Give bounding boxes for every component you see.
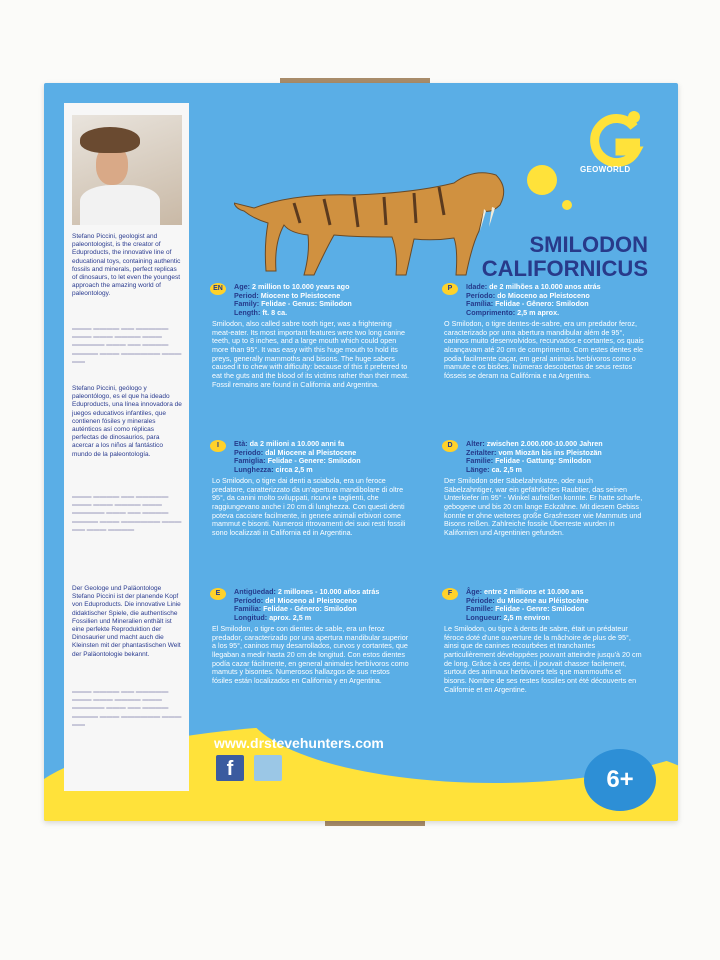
header-key: Länge:: [466, 465, 490, 475]
header-line: [234, 309, 412, 318]
title-line-2: CALIFORNICUS: [481, 256, 648, 281]
header-value: dal Miocene al Pleistocene: [265, 447, 357, 457]
header-value: aprox. 2,5 m: [269, 613, 312, 623]
header-key: Periodo:: [234, 447, 264, 457]
header-value: 2 millones - 10.000 años atrás: [277, 587, 380, 596]
info-block-e: [212, 588, 412, 686]
header-value: du Miocène au Pléistocène: [496, 595, 589, 605]
language-badge: EN: [210, 283, 226, 295]
header-key: Comprimento:: [466, 308, 516, 318]
language-badge: F: [442, 588, 458, 600]
header-value: zwischen 2.000.000-10.000 Jahren: [486, 439, 603, 448]
logo-text: GEOWORLD: [580, 165, 631, 174]
block-header: [212, 440, 412, 475]
header-value: Miocene to Pleistocene: [260, 290, 341, 300]
block-header: [444, 588, 644, 623]
header-value: 2 million to 10.000 years ago: [251, 282, 350, 291]
language-badge: E: [210, 588, 226, 600]
header-value: Felidae - Gattung: Smilodon: [495, 456, 592, 466]
info-block-d: [444, 440, 644, 538]
author-bio-it-faded: ▬▬▬ ▬▬▬▬ ▬▬ ▬▬▬▬▬ ▬▬▬ ▬▬▬ ▬▬▬▬ ▬▬▬ ▬▬▬▬▬ ▬▬▬ ▬▬ ▬▬▬▬ ▬▬▬▬ ▬▬▬ ▬▬▬▬▬▬ ▬▬▬ ▬▬: [72, 325, 182, 365]
header-key: Age:: [234, 282, 250, 291]
author-sidebar: [64, 103, 189, 791]
header-value: circa 2,5 m: [275, 465, 313, 475]
author-bio-en: Stefano Piccini, geologist and paleontologist, is the creator of Eduproducts, the innovative line of educational toys, containing authentic fossils and minerals, perfect replicas of dinosaurs, to let even the youngest approach the amazing world of paleontology.: [72, 233, 181, 298]
header-value: Felidae - Genre: Smilodon: [495, 604, 585, 614]
header-key: Période:: [466, 595, 495, 605]
header-value: Felidae - Genere: Smilodon: [267, 456, 361, 466]
smilodon-illustration: [234, 153, 514, 278]
header-key: Alter:: [466, 439, 485, 448]
block-header: [444, 440, 644, 475]
block-header: [212, 283, 412, 318]
header-value: Felidae - Gênero: Smilodon: [495, 299, 589, 309]
header-key: Period:: [234, 290, 259, 300]
block-header: [444, 283, 644, 318]
header-value: ca. 2,5 m: [491, 465, 522, 475]
header-key: Zeitalter:: [466, 447, 497, 457]
author-bio-de: Der Geologe und Paläontologe Stefano Piccini ist der planende Kopf von Eduproducts. Die innovative Linie didaktischer Spiele, die authentische Fossilien und Mineralien enthält ist eine perfekte Reproduktion der Dinosaurier und macht auch die Kleinsten mit der phantastischen Welt der Paläontologie bekannt.: [72, 585, 181, 658]
author-bio-es: Stefano Piccini, geólogo y paleontólogo, es el que ha ideado Eduproducts, una línea innovadora de juegos educativos infantiles, que contienen fósiles y minerales auténticos así como réplicas perfectas de dinosaurios, para acercar a los niños al fantástico mundo de la paleontología.: [72, 385, 182, 458]
block-body: O Smilodon, o tigre dentes-de-sabre, era um predador feroz, caracterizado por uma abertura mandibular além de 95°, caninos muito desenvolvidos, recurvados e cortantes, os quais alcançavam até 20 cm de comprimento. Com estes dentes ele podia facilmente caçar, em geral animais herbívoros como o mamute e os bisões. Inúmeras descobertas de seus restos fósseis se deram na Califórnia e na Argentina.: [444, 318, 644, 381]
header-value: entre 2 millions et 10.000 ans: [483, 587, 584, 596]
block-body: Lo Smilodon, o tigre dai denti a sciabola, era un feroce predatore, caratterizzato da un'apertura mandibolare di oltre 95°, da canini molto sviluppati, ricurvi e taglienti, che raggiungevano anche i 20 cm di lunghezza. Con questi denti poteva cacciare facilmente, in genere animali erbivori come mammut e bisonti. Numerosi ritrovamenti dei suoi resti fossili sono localizzati in California ed in Argentina.: [212, 475, 406, 538]
toy-box-back: [44, 83, 678, 821]
header-line: [466, 614, 644, 623]
title-line-1: SMILODON: [529, 232, 648, 257]
header-line: [466, 309, 644, 318]
block-header: [212, 588, 412, 623]
age-badge: 6+: [584, 749, 656, 811]
header-key: Lunghezza:: [234, 465, 274, 475]
block-body: El Smilodon, o tigre con dientes de sable, era un feroz predador, caracterizado por una apertura mandibular superior a los 95°, caninos muy desarrollados, curvos y cortantes, que llegaban a medir hasta 20 cm de longitud. Con estos dientes podía cazar fácilmente, en general animales herbívoros como mamuts y bisontes. Numerosos hallazgos de sus restos fósiles están localizados en California y en Argentina.: [212, 623, 409, 686]
block-body: Smilodon, also called sabre tooth tiger, was a frightening meat-eater. Its most important features were two long canine teeth, up to 8 inches, and a large mouth which could open more than 95°. It was easy with this huge mouth to hold its preys, generally mammoths and bisons. The huge sabers caused it to chew with difficulty: because of this it preferred to eat the guts and the blood of its victims rather than their meat. Fossil remains are found in California and Argentina.: [212, 318, 409, 389]
header-key: Idade:: [466, 282, 488, 291]
header-value: Felidae - Genus: Smilodon: [261, 299, 352, 309]
info-block-f: [444, 588, 644, 694]
header-value: Felidae - Género: Smilodon: [263, 604, 357, 614]
header-value: 2,5 m environ: [503, 613, 550, 623]
language-badge: I: [210, 440, 226, 452]
header-key: Âge:: [466, 587, 482, 596]
author-bio-fr-faded: ▬▬▬ ▬▬▬▬ ▬▬ ▬▬▬▬▬ ▬▬▬ ▬▬▬ ▬▬▬▬ ▬▬▬ ▬▬▬▬▬ ▬▬▬ ▬▬ ▬▬▬▬ ▬▬▬▬ ▬▬▬ ▬▬▬▬▬▬ ▬▬▬ ▬▬: [72, 688, 182, 728]
header-value: del Mioceno al Pleistoceno: [265, 595, 358, 605]
block-body: Le Smilodon, ou tigre à dents de sabre, était un prédateur féroce doté d'une ouverture de la mâchoire de plus de 95°, ainsi que de canines recourbées et tranchantes particulièrement développées pouvant atteindre jusqu'à 20 cm de long. Grâce à ces dents, il pouvait chasser facilement, surtout des animaux herbivores tels que mammouths et bisons. Nombre de ses restes fossiles ont été découverts en Californie et en Argentine.: [444, 623, 642, 694]
facebook-icon[interactable]: f: [216, 755, 244, 781]
header-key: Length:: [234, 308, 261, 318]
header-value: vom Miozän bis ins Pleistozän: [498, 447, 602, 457]
header-key: Famille:: [466, 604, 494, 614]
website-url[interactable]: www.drstevehunters.com: [214, 735, 384, 751]
header-key: Familie:: [466, 456, 494, 466]
yellow-dot: [562, 200, 572, 210]
header-key: Familia:: [234, 604, 262, 614]
header-key: Longitud:: [234, 613, 268, 623]
header-value: da 2 milioni a 10.000 anni fa: [249, 439, 345, 448]
header-key: Età:: [234, 439, 248, 448]
author-bio-p-faded: ▬▬▬ ▬▬▬▬ ▬▬ ▬▬▬▬▬ ▬▬▬ ▬▬▬ ▬▬▬▬ ▬▬▬ ▬▬▬▬▬ ▬▬▬ ▬▬ ▬▬▬▬ ▬▬▬▬ ▬▬▬ ▬▬▬▬▬▬ ▬▬▬ ▬▬ ▬▬▬ ▬▬▬▬: [72, 493, 182, 533]
author-photo: [72, 115, 182, 225]
language-badge: P: [442, 283, 458, 295]
header-key: Famiglia:: [234, 456, 266, 466]
header-key: Período:: [466, 290, 496, 300]
header-line: [234, 466, 412, 475]
header-line: [234, 614, 412, 623]
species-title: [482, 233, 648, 281]
info-block-en: [212, 283, 412, 389]
header-line: [466, 466, 644, 475]
header-key: Longueur:: [466, 613, 502, 623]
header-key: Período:: [234, 595, 264, 605]
block-body: Der Smilodon oder Säbelzahnkatze, oder auch Säbelzahntiger, war ein gefährliches Raubtier, das seinen Unterkiefer im 95° - Winkel aufreißen konnte. Er hatte scharfe, gebogene und bis 20 cm lange Eckzähne. Mit diesem Gebiss konnte er ohne weiteres große Grasfresser wie Mammuts und Bisons reißen. Zahlreiche fossile Überreste wurden in Kalifornien und Argentinien gefunden.: [444, 475, 643, 538]
header-value: do Mioceno ao Pleistoceno: [497, 290, 590, 300]
header-value: de 2 milhões a 10.000 anos atrás: [489, 282, 601, 291]
header-value: ft. 8 ca.: [262, 308, 288, 318]
language-badge: D: [442, 440, 458, 452]
yellow-sun: [527, 165, 557, 195]
header-value: 2,5 m aprox.: [517, 308, 560, 318]
info-block-i: [212, 440, 412, 538]
header-key: Família:: [466, 299, 494, 309]
header-key: Antigüedad:: [234, 587, 276, 596]
info-block-p: [444, 283, 644, 381]
social-icon[interactable]: [254, 755, 282, 781]
header-key: Family:: [234, 299, 260, 309]
